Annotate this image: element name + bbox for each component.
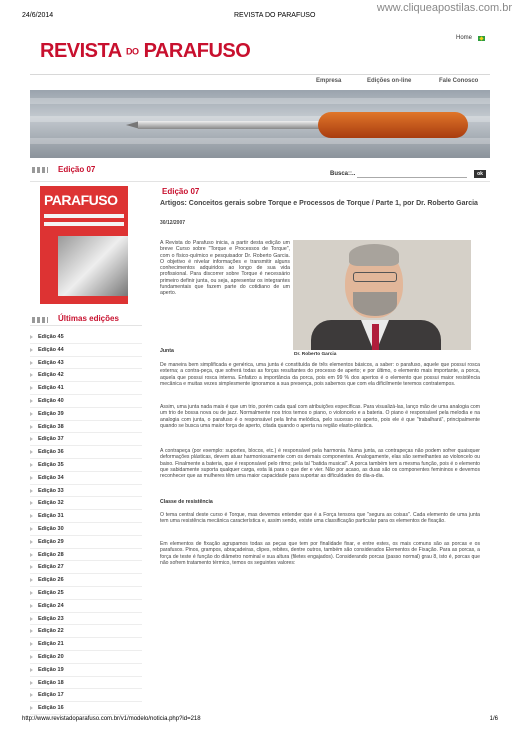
article-intro: A Revista do Parafuso inicia, a partir desta edição um breve Curso sobre "Torque e Processos de Torque", com o físico-químico e pesquisador Dr. Roberto Garcia. O objetivo é nivelar informações e transmitir alguns conhecimentos adquiridos ao longo de sua vida profissional. Para discorrer sobre Torque é necessário primeiro definir junta, ou seja, apresentar os integrantes fundamentais que fazem parte do cotidiano de um aperto.	[160, 240, 290, 297]
home-link[interactable]: Home	[456, 35, 473, 41]
sidebar-edition-label: Edição 23	[38, 615, 64, 622]
sidebar-edition-item[interactable]	[30, 664, 142, 677]
sidebar-edition-item[interactable]	[30, 651, 142, 664]
paragraph: De maneira bem simplificada e genérica, uma junta é constituída de três elementos básicos, a saber: o parafuso, aquele que possui rosca externa; a contra-peça, que sofrerá todas as forças resultantes do processo de aperto; e por último, o elemento mais importante, a porca, aquela que possui rosca interna. Enfatizo a importância da porca, pois em 99 % dos apertos é o elemento que possui maior resistência mecânica e muitas vezes simplesmente ignoramos a sua presença, pois sabemos que com ela dificilmente teremos contratempos.	[160, 362, 480, 387]
sidebar-edition-label: Edição 43	[38, 359, 64, 366]
arrows-icon	[32, 317, 48, 323]
paragraph: O tema central deste curso é Torque, mas devemos entender que é a Força tensora que "segura as coisas". Cada elemento de uma junta tem uma resistência mecânica característica e, assim sendo, existe uma classificação particular para os elementos de fixação.	[160, 512, 480, 525]
sidebar-edition-item[interactable]	[30, 587, 142, 600]
paragraph: Em elementos de fixação agrupamos todas as peças que tem por finalidade fixar, e entre estes, os mais comuns são as porcas e os parafusos. Pinos, grampos, abraçadeiras, clipes, rebites, dentre outros, também são considerados Elementos de Fixação. Para as porcas, a força de teste é função do diâmetro nominal e sua altura (filetes engajados). Considerando porcas (passo normal) grau 8, isto é, porcas que não sofrem tratamento térmico, temos os seguintes valores:	[160, 541, 480, 566]
logo-part-2: DO	[126, 46, 139, 57]
sidebar-edition-label: Edição 42	[38, 372, 64, 379]
bullet-arrow-icon	[30, 591, 33, 595]
bullet-arrow-icon	[30, 463, 33, 467]
sidebar-edition-label: Edição 39	[38, 410, 64, 417]
arrows-icon	[32, 167, 48, 173]
sidebar-edition-item[interactable]	[30, 613, 142, 626]
paragraph: Assim, uma junta nada mais é que um trio, porém cada qual com atribuições específicas. Para visualizá-las, lanço mão de uma analogia com um trio de bossa nova ou de jazz. Normalmente nos trios temos o piano, o violoncelo e a bateria. O piano é responsável pela melodia e na analogia com junta, o parafuso é o responsável pela linha melódica, pelo sucesso no aperto, pois ele é que "trabalhará", principalmente quando se busca uma maior força de aperto, citada quando o aperta na região elasto-plástica.	[160, 404, 480, 429]
nav-item-fale-conosco[interactable]: Fale Conosco	[439, 78, 479, 84]
bullet-arrow-icon	[30, 501, 33, 505]
print-title: REVISTA DO PARAFUSO	[234, 12, 316, 19]
bullet-arrow-icon	[30, 386, 33, 390]
sidebar-edition-item[interactable]	[30, 689, 142, 702]
bullet-arrow-icon	[30, 565, 33, 569]
bullet-arrow-icon	[30, 399, 33, 403]
bullet-arrow-icon	[30, 450, 33, 454]
photo-beard	[353, 292, 397, 316]
sidebar-edition-label: Edição 28	[38, 551, 64, 558]
bullet-arrow-icon	[30, 629, 33, 633]
sidebar-edition-label: Edição 37	[38, 436, 64, 443]
bullet-arrow-icon	[30, 527, 33, 531]
sidebar-edition-item[interactable]	[30, 510, 142, 523]
sidebar-edition-label: Edição 35	[38, 461, 64, 468]
bullet-arrow-icon	[30, 489, 33, 493]
sidebar-edition-label: Edição 20	[38, 653, 64, 660]
sidebar-edition-item[interactable]	[30, 523, 142, 536]
sidebar-edition-label: Edição 33	[38, 487, 64, 494]
section-title: Edição 07	[58, 165, 96, 174]
search-input[interactable]	[357, 169, 467, 178]
article-title: Artigos: Conceitos gerais sobre Torque e Processos de Torque / Parte 1, por Dr. Roberto Garcia	[160, 200, 478, 207]
bullet-arrow-icon	[30, 706, 33, 710]
bullet-arrow-icon	[30, 655, 33, 659]
top-nav	[30, 74, 490, 86]
sidebar-edition-label: Edição 34	[38, 474, 64, 481]
bullet-arrow-icon	[30, 642, 33, 646]
sidebar-edition-item[interactable]	[30, 702, 142, 715]
sidebar-edition-item[interactable]	[30, 331, 142, 344]
sidebar-edition-item[interactable]	[30, 625, 142, 638]
sidebar-edition-item[interactable]	[30, 433, 142, 446]
sidebar-edition-label: Edição 25	[38, 589, 64, 596]
cover-bar	[44, 214, 124, 218]
photo-glasses	[353, 272, 397, 282]
bullet-arrow-icon	[30, 437, 33, 441]
bullet-arrow-icon	[30, 693, 33, 697]
site-logo[interactable]	[40, 40, 250, 63]
bullet-arrow-icon	[30, 540, 33, 544]
sidebar-edition-label: Edição 40	[38, 397, 64, 404]
brazil-flag-icon[interactable]	[478, 36, 485, 41]
sidebar-edition-item[interactable]	[30, 600, 142, 613]
sidebar-edition-item[interactable]	[30, 395, 142, 408]
bullet-arrow-icon	[30, 425, 33, 429]
sidebar-edition-item[interactable]	[30, 574, 142, 587]
bullet-arrow-icon	[30, 578, 33, 582]
photo-caption: Dr. Roberto Garcia	[294, 352, 337, 357]
banner-stripe	[30, 138, 490, 144]
bullet-arrow-icon	[30, 617, 33, 621]
search-label: Busca::..	[330, 171, 356, 177]
sidebar-edition-label: Edição 36	[38, 449, 64, 456]
print-date: 24/6/2014	[22, 12, 54, 19]
sidebar-edition-label: Edição 45	[38, 334, 64, 340]
sidebar-edition-label: Edição 18	[38, 679, 64, 686]
sidebar-edition-item[interactable]	[30, 382, 142, 395]
logo-part-1: REVISTA	[40, 40, 121, 62]
bullet-arrow-icon	[30, 681, 33, 685]
sidebar-edition-item[interactable]	[30, 408, 142, 421]
photo-hair	[349, 244, 399, 266]
watermark: www.cliqueapostilas.com.br	[376, 2, 512, 14]
header-banner	[30, 90, 490, 158]
sidebar-edition-item[interactable]	[30, 677, 142, 690]
sidebar-heading: Últimas edições	[58, 314, 119, 323]
sidebar-edition-label: Edição 32	[38, 500, 64, 507]
sidebar-edition-item[interactable]	[30, 536, 142, 549]
sidebar-edition-label: Edição 29	[38, 538, 64, 545]
bullet-arrow-icon	[30, 476, 33, 480]
sidebar-edition-item[interactable]	[30, 561, 142, 574]
banner-stripe	[30, 98, 490, 104]
divider	[30, 181, 490, 182]
sidebar-edition-label: Edição 41	[38, 385, 64, 392]
screwdriver-handle	[318, 112, 468, 138]
bullet-arrow-icon	[30, 604, 33, 608]
logo-part-3: PARAFUSO	[143, 40, 251, 62]
bullet-arrow-icon	[30, 412, 33, 416]
sidebar-edition-item[interactable]	[30, 369, 142, 382]
cover-title: PARAFUSO	[44, 192, 118, 208]
bullet-arrow-icon	[30, 373, 33, 377]
bullet-arrow-icon	[30, 348, 33, 352]
editions-list	[30, 331, 142, 715]
subheading-junta: Junta	[160, 348, 174, 354]
sidebar-edition-label: Edição 27	[38, 564, 64, 571]
screwdriver-shaft	[138, 121, 323, 129]
sidebar-edition-label: Edição 26	[38, 577, 64, 584]
sidebar-edition-item[interactable]	[30, 638, 142, 651]
sidebar-header	[30, 314, 142, 326]
sidebar-edition-item[interactable]	[30, 485, 142, 498]
bullet-arrow-icon	[30, 361, 33, 365]
sidebar-edition-item[interactable]	[30, 459, 142, 472]
sidebar-edition-label: Edição 17	[38, 692, 64, 699]
cover-image	[58, 236, 128, 296]
article-edition: Edição 07	[162, 187, 200, 196]
sidebar-edition-label: Edição 31	[38, 513, 64, 520]
sidebar-edition-label: Edição 16	[38, 705, 64, 712]
sidebar-edition-label: Edição 21	[38, 641, 64, 648]
nav-item-edicoes-online[interactable]: Edições on-line	[367, 78, 412, 84]
sidebar-edition-item[interactable]	[30, 472, 142, 485]
bullet-arrow-icon	[30, 514, 33, 518]
sidebar-edition-label: Edição 22	[38, 628, 64, 635]
article-date: 30/12/2007	[160, 220, 186, 226]
subheading-classe: Classe de resistência	[160, 499, 213, 505]
nav-item-empresa[interactable]: Empresa	[316, 78, 342, 84]
search-ok-button[interactable]: ok	[474, 170, 486, 178]
footer-page-number: 1/6	[489, 716, 498, 722]
sidebar-edition-label: Edição 19	[38, 666, 64, 673]
sidebar-edition-label: Edição 44	[38, 346, 64, 353]
bullet-arrow-icon	[30, 668, 33, 672]
sidebar-edition-item[interactable]	[30, 344, 142, 357]
section-bar	[30, 164, 490, 176]
sidebar-edition-item[interactable]	[30, 497, 142, 510]
sidebar-edition-label: Edição 30	[38, 525, 64, 532]
print-footer	[22, 716, 498, 724]
sidebar-edition-item[interactable]	[30, 421, 142, 434]
sidebar-edition-label: Edição 24	[38, 602, 64, 609]
cover-bar	[44, 222, 124, 226]
bullet-arrow-icon	[30, 553, 33, 557]
sidebar-edition-item[interactable]	[30, 549, 142, 562]
magazine-cover[interactable]	[40, 186, 128, 304]
sidebar-edition-item[interactable]	[30, 446, 142, 459]
photo-tie	[372, 324, 379, 350]
sidebar-edition-item[interactable]	[30, 357, 142, 370]
author-photo	[293, 240, 471, 350]
sidebar-edition-label: Edição 38	[38, 423, 64, 430]
paragraph: A contrapeça (por exemplo: suportes, blocos, etc.) é responsável pela harmonia. Numa junta, as contrapeças não podem sofrer quaisquer deformações plásticas, devem atuar harmoniosamente com os demais componentes. Analogamente, elas são semelhantes ao violoncelo ou baixo. Finalmente a bateria, que é responsável pelo ritmo; pela tal "batida musical". A porca também tem a mesma função, pois é o elemento que sabidamente suporta qualquer carga, esta lá para o que der e vier. Não por acaso, as duas são os componentes femininos e devemos reconhecer que as mulheres têm uma maior capacidade para suportar as dificuldades do dia-a-dia.	[160, 448, 480, 480]
footer-url: http://www.revistadoparafuso.com.br/v1/modelo/noticia.php?id=218	[22, 716, 201, 722]
bullet-arrow-icon	[30, 335, 33, 339]
